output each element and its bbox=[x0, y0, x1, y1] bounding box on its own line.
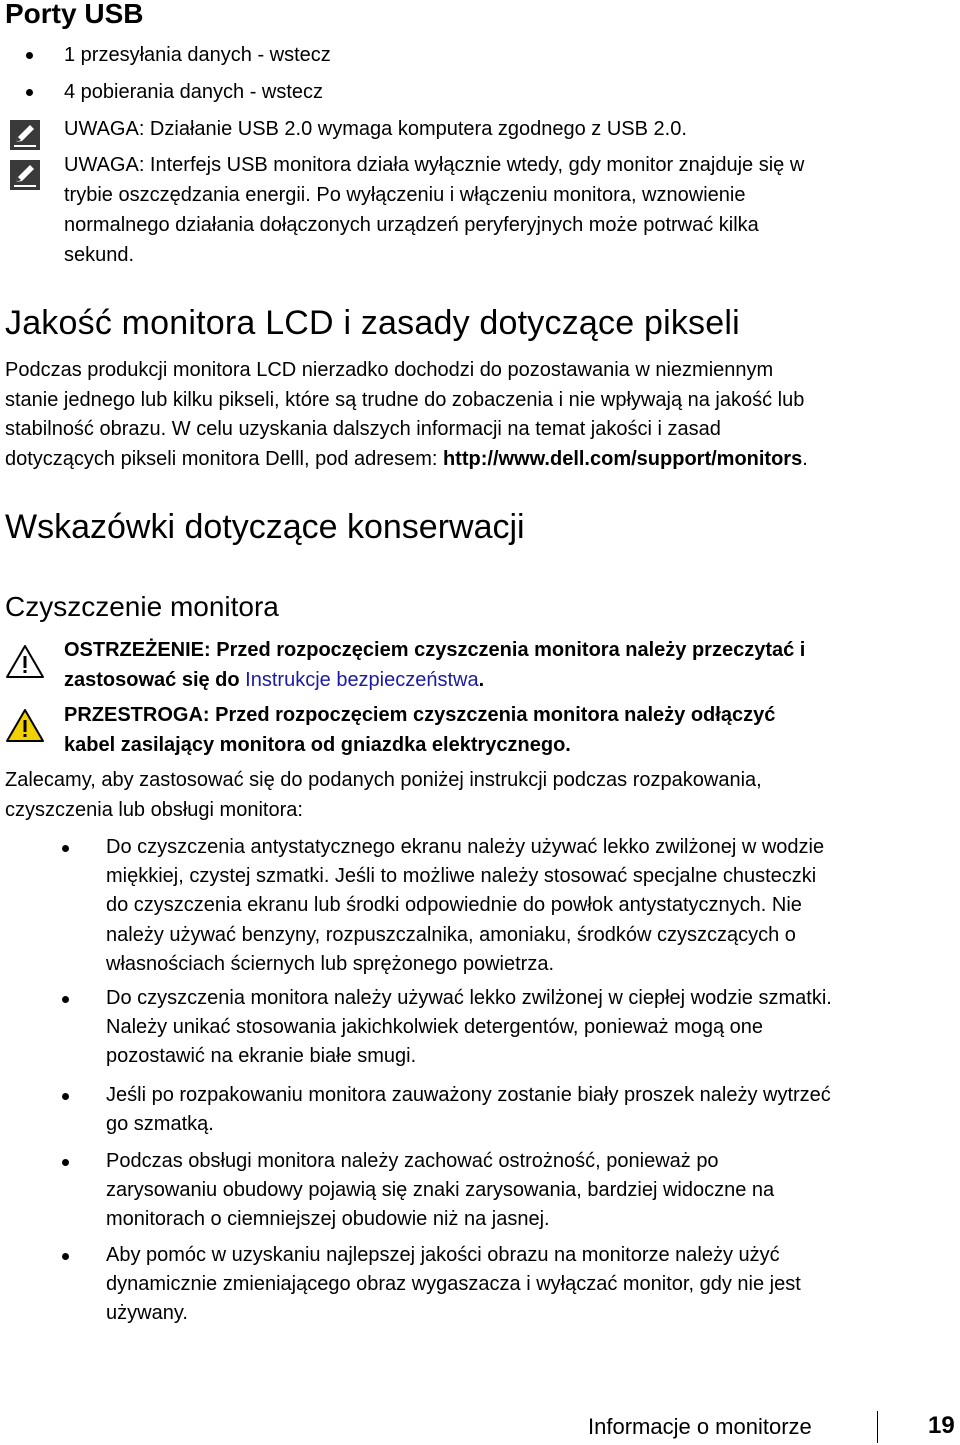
note-text: sekund. bbox=[64, 244, 135, 266]
list-item-line: do czyszczenia ekranu lub środki odpowiednie do powłok antystatycznych. Nie bbox=[106, 894, 802, 917]
section-title-lcd-quality: Jakość monitora LCD i zasady dotyczące pikseli bbox=[5, 304, 740, 342]
caution-triangle-icon bbox=[5, 708, 45, 744]
warning-triangle-icon bbox=[5, 644, 45, 680]
note-text: trybie oszczędzania energii. Po wyłączeniu i włączeniu monitora, wznowienie bbox=[64, 184, 746, 206]
section-title-maintenance: Wskazówki dotyczące konserwacji bbox=[5, 508, 525, 546]
list-item-line: należy używać benzyny, rozpuszczalnika, amoniaku, środków czyszczących o bbox=[106, 923, 796, 946]
list-item-line: monitorach o ciemniejszej obudowie niż na jasnej. bbox=[106, 1208, 550, 1231]
note-pencil-icon bbox=[10, 160, 40, 190]
note-text: normalnego działania dołączonych urządzeń peryferyjnych może potrwać kilka bbox=[64, 214, 759, 236]
list-item-line: używany. bbox=[106, 1302, 188, 1325]
list-item bbox=[106, 1081, 831, 1139]
paragraph-period: . bbox=[802, 447, 808, 470]
paragraph-line: Zalecamy, aby zastosować się do podanych poniżej instrukcji podczas rozpakowania, bbox=[5, 769, 762, 791]
note-label: UWAGA: bbox=[64, 118, 145, 140]
paragraph-line: dotyczących pikseli monitora Delll, pod adresem: bbox=[5, 447, 443, 470]
note-pencil-icon bbox=[10, 120, 40, 150]
subsection-title-cleaning: Czyszczenie monitora bbox=[5, 591, 279, 622]
list-item-line: pozostawić na ekranie białe smugi. bbox=[106, 1045, 417, 1068]
usb-bullet-downstream: 4 pobierania danych - wstecz bbox=[64, 81, 324, 103]
paragraph-line: stanie jednego lub kilku pikseli, które są trudne do zobaczenia i nie wpływają na jakość lub bbox=[5, 388, 805, 411]
note-text: Interfejs USB monitora działa wyłącznie wtedy, gdy monitor znajduje się w bbox=[144, 154, 805, 176]
usb-note-1 bbox=[64, 114, 687, 144]
footer-divider bbox=[877, 1411, 878, 1443]
section-title-usb: Porty USB bbox=[5, 0, 144, 29]
paragraph-line: Podczas produkcji monitora LCD nierzadko dochodzi do pozostawania w niezmiennym bbox=[5, 359, 774, 381]
warning-text: zastosować się do bbox=[64, 668, 246, 691]
list-item-line: Podczas obsługi monitora należy zachować ostrożność, ponieważ po bbox=[106, 1150, 719, 1172]
caution-text: PRZESTROGA: Przed rozpoczęciem czyszczenia monitora należy odłączyć bbox=[64, 704, 776, 726]
paragraph-line: stabilność obrazu. W celu uzyskania dalszych informacji na temat jakości i zasad bbox=[5, 418, 721, 440]
note-label: UWAGA: bbox=[64, 154, 145, 176]
support-url-link[interactable]: http://www.dell.com/support/monitors bbox=[442, 447, 803, 470]
warning-notice bbox=[64, 636, 805, 695]
bullet-dot bbox=[62, 845, 69, 852]
note-text: Działanie USB 2.0 wymaga komputera zgodnego z USB 2.0. bbox=[144, 118, 687, 140]
list-item bbox=[106, 984, 832, 1072]
warning-text: OSTRZEŻENIE: Przed rozpoczęciem czyszczenia monitora należy przeczytać i bbox=[64, 639, 806, 661]
paragraph-line: czyszczenia lub obsługi monitora: bbox=[5, 798, 303, 821]
usb-note-2 bbox=[64, 150, 804, 270]
list-item bbox=[106, 1147, 774, 1235]
safety-instructions-link[interactable]: Instrukcje bezpieczeństwa bbox=[245, 668, 479, 691]
list-item-line: dynamicznie zmieniającego obraz wygaszacza i wyłączać monitor, gdy nie jest bbox=[106, 1273, 801, 1296]
caution-text: kabel zasilający monitora od gniazdka elektrycznego. bbox=[64, 733, 571, 756]
bullet-dot bbox=[26, 52, 33, 59]
bullet-dot bbox=[62, 1159, 69, 1166]
bullet-dot bbox=[62, 1093, 69, 1100]
lcd-paragraph bbox=[5, 356, 955, 474]
footer-section-name: Informacje o monitorze bbox=[588, 1414, 812, 1439]
usb-bullet-upstream: 1 przesyłania danych - wstecz bbox=[64, 44, 331, 66]
list-item-line: go szmatką. bbox=[106, 1113, 214, 1136]
list-item-line: zarysowaniu obudowy pojawią się znaki zarysowania, bardziej widoczne na bbox=[106, 1179, 775, 1202]
list-item-line: miękkiej, czystej szmatki. Jeśli to możliwe należy stosować specjalne chusteczki bbox=[106, 865, 817, 888]
list-item-line: Jeśli po rozpakowaniu monitora zauważony zostanie biały proszek należy wytrzeć bbox=[106, 1084, 831, 1106]
page-number: 19 bbox=[928, 1412, 955, 1439]
list-item-line: Do czyszczenia antystatycznego ekranu należy używać lekko zwilżonej w wodzie bbox=[106, 836, 825, 858]
maintenance-intro bbox=[5, 766, 762, 825]
list-item-line: Aby pomóc w uzyskaniu najlepszej jakości obrazu na monitorze należy użyć bbox=[106, 1244, 780, 1266]
list-item bbox=[106, 833, 824, 979]
list-item-line: Do czyszczenia monitora należy używać lekko zwilżonej w ciepłej wodzie szmatki. bbox=[106, 987, 832, 1009]
bullet-dot bbox=[26, 89, 33, 96]
caution-notice bbox=[64, 701, 775, 760]
bullet-dot bbox=[62, 996, 69, 1003]
list-item bbox=[106, 1241, 801, 1329]
warning-period: . bbox=[478, 668, 485, 691]
list-item-line: Należy unikać stosowania jakichkolwiek detergentów, ponieważ mogą one bbox=[106, 1016, 764, 1039]
bullet-dot bbox=[62, 1253, 69, 1260]
list-item-line: własnościach ściernych lub sprężonego powietrza. bbox=[106, 952, 555, 975]
